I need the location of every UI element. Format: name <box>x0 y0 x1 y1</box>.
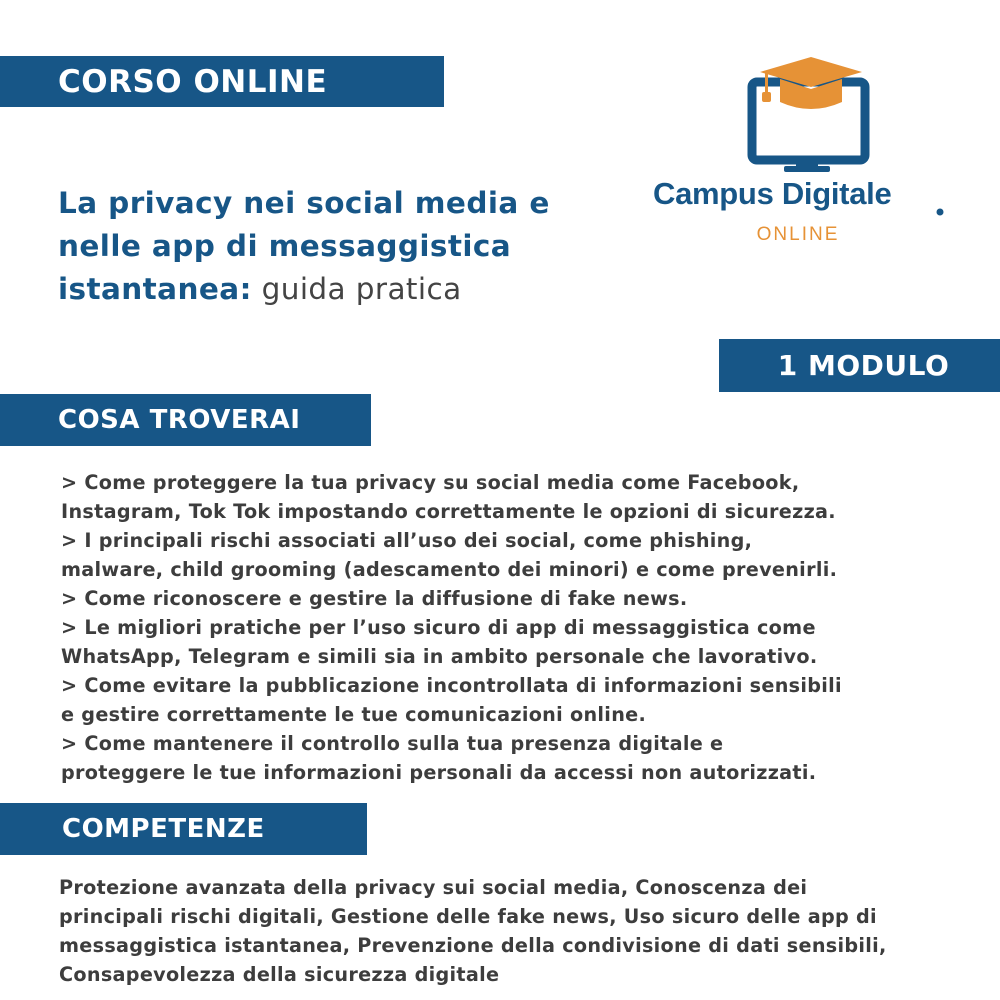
skills-line: messaggistica istantanea, Prevenzione della condivisione di dati sensibili, <box>59 934 887 957</box>
skills-line: principali rischi digitali, Gestione delle fake news, Uso sicuro delle app di <box>59 905 877 928</box>
section-heading-competenze <box>0 803 367 855</box>
section-heading-cosa-troverai <box>0 394 371 446</box>
title-line-2: nelle app di messaggistica <box>58 229 512 263</box>
feature-line: > Come mantenere il controllo sulla tua presenza digitale e <box>61 732 724 755</box>
feature-line: Instagram, Tok Tok impostando correttamente le opzioni di sicurezza. <box>61 500 836 523</box>
feature-line: WhatsApp, Telegram e simili sia in ambito personale che lavorativo. <box>61 645 818 668</box>
feature-line: > Come riconoscere e gestire la diffusione di fake news. <box>61 587 688 610</box>
features-list <box>61 468 961 787</box>
title-line-1: La privacy nei social media e <box>58 186 550 220</box>
modules-label: 1 MODULO <box>777 349 950 382</box>
brand-name: Campus Digitale <box>653 176 892 211</box>
graduation-cap-on-monitor-icon <box>650 52 950 252</box>
skills-line: Protezione avanzata della privacy sui social media, Conoscenza dei <box>59 876 808 899</box>
title-line-3: istantanea: <box>58 272 252 306</box>
section-heading-label: COSA TROVERAI <box>58 405 301 435</box>
feature-line: > Come proteggere la tua privacy su social media come Facebook, <box>61 471 800 494</box>
skills-line: Consapevolezza della sicurezza digitale <box>59 963 500 986</box>
course-type-label: CORSO ONLINE <box>58 63 328 100</box>
feature-line: > I principali rischi associati all’uso dei social, come phishing, <box>61 529 753 552</box>
modules-badge <box>719 339 1000 392</box>
title-suffix: guida pratica <box>261 272 462 306</box>
feature-line: malware, child grooming (adescamento dei minori) e come prevenirli. <box>61 558 838 581</box>
feature-line: > Le migliori pratiche per l’uso sicuro di app di messaggistica come <box>61 616 816 639</box>
course-type-banner <box>0 56 444 107</box>
brand-subtitle: ONLINE <box>756 224 840 245</box>
feature-line: e gestire correttamente le tue comunicazioni online. <box>61 703 647 726</box>
feature-line: > Come evitare la pubblicazione incontrollata di informazioni sensibili <box>61 674 842 697</box>
section-heading-label: COMPETENZE <box>62 814 265 844</box>
skills-text <box>59 873 959 989</box>
feature-line: proteggere le tue informazioni personali da accessi non autorizzati. <box>61 761 817 784</box>
course-title <box>58 182 618 311</box>
